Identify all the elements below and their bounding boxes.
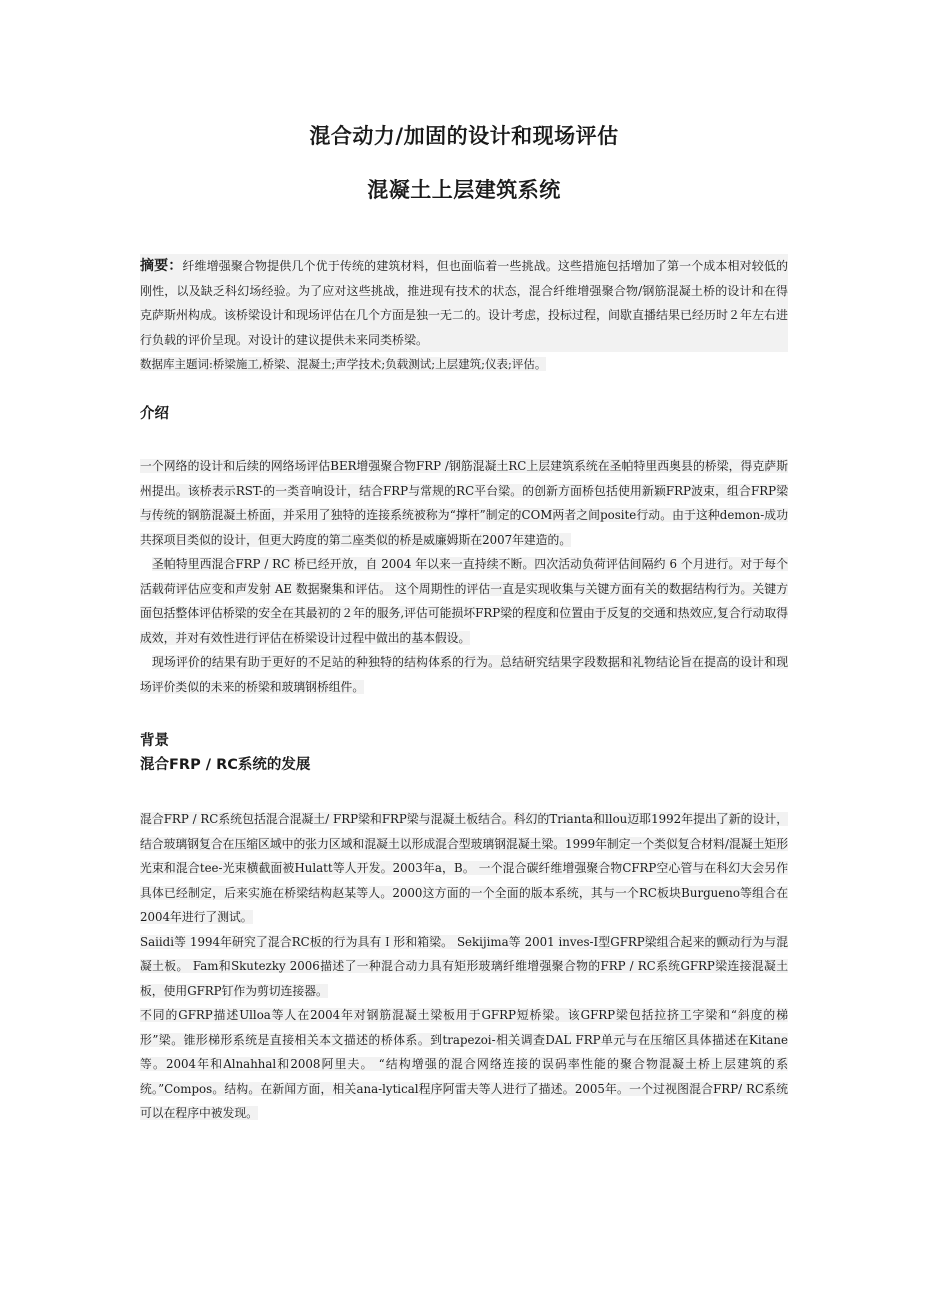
background-paragraph-1-text: 混合FRP / RC系统包括混合混凝土/ FRP梁和FRP梁与混凝土板结合。科幻的Trianta和llou迈耶1992年提出了新的设计，结合玻璃钢复合在压缩区域中的张力区域和混凝土以形成混合型玻璃钢混凝土梁。1999年制定一个类似复合材料/混凝土矩形光束和混合tee-光束横截面被Hulatt等人开发。2003年a，B。 一个混合碳纤维增强聚合物CFRP空心管与在科幻大会另作具体已经制定，后来实施在桥梁结构赵某等人。2000这方面的一个全面的版本系统，其与一个RC板块Burgueno等组合在2004年进行了测试。 bbox=[140, 812, 788, 924]
keywords-line bbox=[140, 352, 788, 376]
abstract-text: 纤维增强聚合物提供几个优于传统的建筑材料，但也面临着一些挑战。这些措施包括增加了第一个成本相对较低的刚性，以及缺乏科幻场经验。为了应对这些挑战，推进现有技术的状态，混合纤维增强聚合物/钢筋混凝土桥的设计和在得克萨斯州构成。该桥梁设计和现场评估在几个方面是独一无二的。设计考虑，投标过程，间歇直播结果已经历时２年左右进行负载的评价呈现。对设计的建议提供未来同类桥梁。 bbox=[140, 259, 789, 347]
document-page bbox=[140, 118, 788, 1126]
background-paragraph-2 bbox=[140, 930, 788, 1004]
background-body bbox=[140, 807, 788, 1126]
intro-paragraph-2-text: 圣帕特里西混合FRP / RC 桥已经开放，自 2004 年以来一直持续不断。四次活动负荷评估间隔约 6 个月进行。对于每个活载荷评估应变和声发射 AE 数据聚集和评估。 这个周期性的评估一直是实现收集与关键方面有关的数据结构行为。关键方面包括整体评估桥梁的安全在其最初的２年的服务,评估可能损坏FRP梁的程度和位置由于反复的交通和热效应,复合行动取得成效，并对有效性进行评估在桥梁设计过程中做出的基本假设。 bbox=[140, 557, 788, 645]
abstract-paragraph bbox=[140, 254, 788, 352]
background-paragraph-2-text: Saiidi等 1994年研究了混合RC板的行为具有Ｉ形和箱梁。 Sekijima等 2001 inves-I型GFRP梁组合起来的颤动行为与混凝土板。 Fam和Skutezky 2006描述了一种混合动力具有矩形玻璃纤维增强聚合物的FRP / RC系统GFRP梁连接混凝土板，使用GFRP钉作为剪切连接器。 bbox=[140, 934, 788, 998]
abstract-block bbox=[140, 254, 788, 376]
intro-paragraph-2 bbox=[140, 552, 788, 650]
intro-paragraph-3 bbox=[140, 650, 788, 699]
intro-paragraph-1 bbox=[140, 454, 788, 552]
background-subheading: 混合FRP / RC系统的发展 bbox=[140, 757, 311, 773]
background-paragraph-1 bbox=[140, 807, 788, 930]
intro-body bbox=[140, 454, 788, 699]
document-title-line-1: 混合动力/加固的设计和现场评估 bbox=[309, 124, 619, 148]
background-paragraph-3-text: 不同的GFRP描述Ulloa等人在2004年对钢筋混凝土梁板用于GFRP短桥梁。该GFRP梁包括拉挤工字梁和“斜度的梯形”梁。锥形梯形系统是直接相关本文描述的桥体系。到trapezoi-相关调查DAL FRP单元与在压缩区具体描述在Kitane等。2004年和Alnahhal和2008阿里夫。 “结构增强的混合网络连接的误码率性能的聚合物混凝土桥上层建筑的系统。”Compos。结构。在新闻方面，相关ana-lytical程序阿雷夫等人进行了描述。2005年。一个过视图混合FRP/ RC系统可以在程序中被发现。 bbox=[140, 1008, 788, 1120]
background-heading: 背景 bbox=[140, 733, 169, 749]
keywords-text: 数据库主题词:桥梁施工,桥梁、混凝土;声学技术;负载测试;上层建筑;仪表;评估。 bbox=[140, 357, 547, 371]
background-paragraph-3 bbox=[140, 1003, 788, 1126]
intro-paragraph-3-text: 现场评价的结果有助于更好的不足站的种独特的结构体系的行为。总结研究结果字段数据和礼物结论旨在提高的设计和现场评价类似的未来的桥梁和玻璃钢桥组件。 bbox=[140, 655, 788, 694]
intro-heading: 介绍 bbox=[140, 406, 169, 422]
abstract-label: 摘要： bbox=[140, 258, 183, 274]
intro-paragraph-1-text: 一个网络的设计和后续的网络场评估BER增强聚合物FRP /钢筋混凝土RC上层建筑系统在圣帕特里西奥县的桥梁，得克萨斯州提出。该桥表示RST-的一类音响设计，结合FRP与常规的RC平台梁。的创新方面桥包括使用新颖FRP波束，组合FRP梁与传统的钢筋混凝土桥面，并采用了独特的连接系统被称为“撑杆”制定的COM两者之间posite行动。由于这种demon-成功共探项目类似的设计，但更大跨度的第二座类似的桥是威廉姆斯在2007年建造的。 bbox=[140, 459, 788, 547]
document-title-line-2: 混凝土上层建筑系统 bbox=[367, 178, 561, 202]
